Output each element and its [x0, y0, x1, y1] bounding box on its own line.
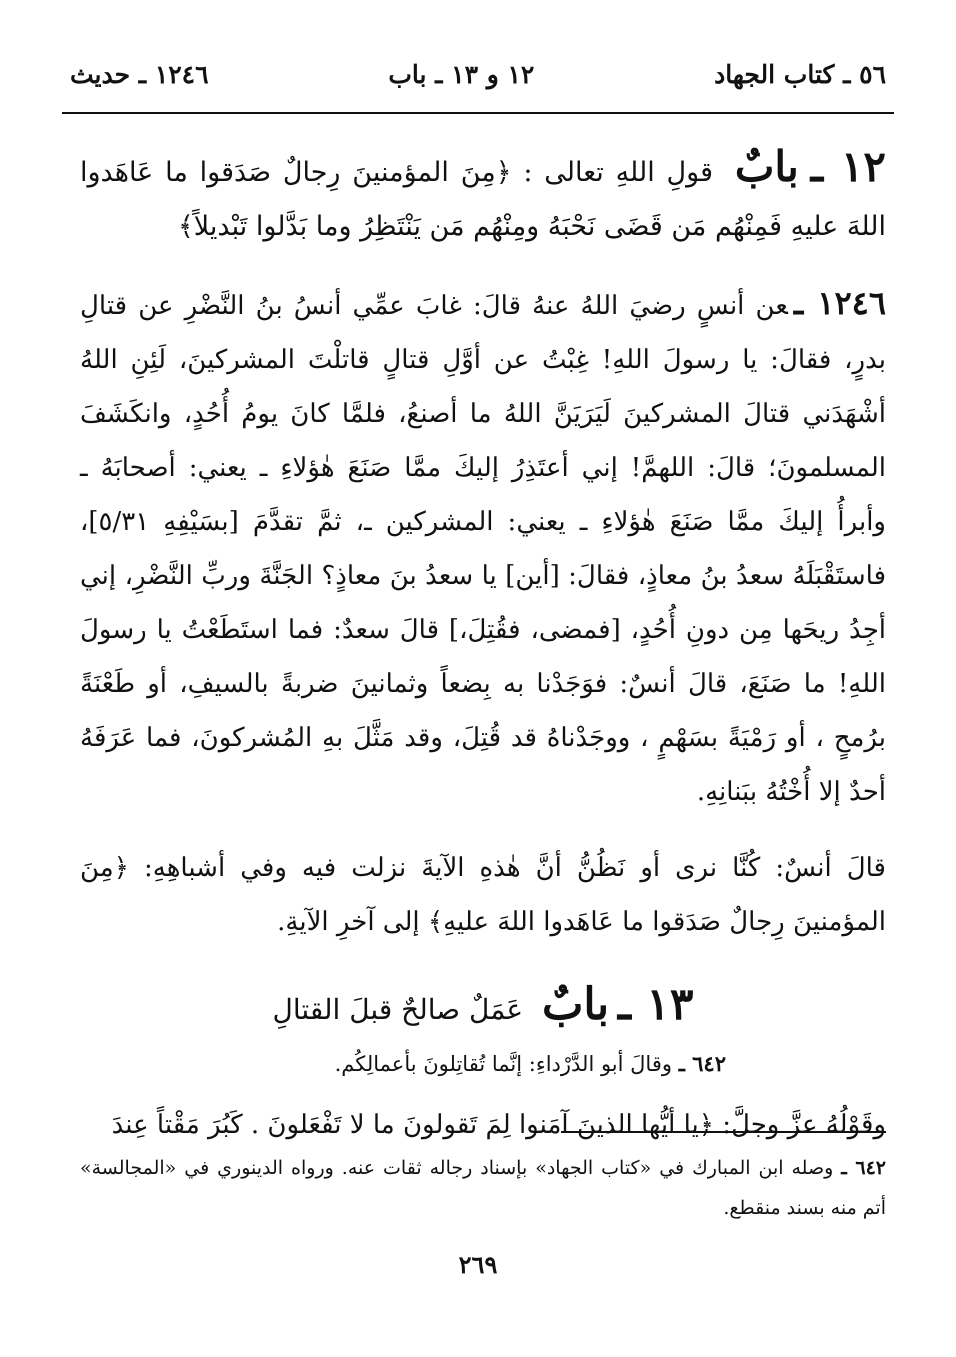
athar-number: ٦٤٢ ـ — [678, 1051, 726, 1076]
page-number: ٢٦٩ — [458, 1250, 498, 1279]
header-chapter-range: ١٢ و ١٣ ـ باب — [388, 60, 535, 89]
anas-comment: قالَ أنسٌ: كُنَّا نرى أو نَظُنُّ أنَّ هٰذهِ الآيةَ نزلت فيه وفي أشباهِهِ: ﴿مِنَ المؤمنينَ رِجالٌ صَدَقوا ما عَاهَدوا اللهَ عليهِ﴾ إلى آخرِ الآيةِ. — [80, 853, 886, 937]
chapter-12-number: ١٢ ـ — [810, 142, 886, 191]
athar-text: وقالَ أبو الدَّرْداءِ: إنَّما تُقاتِلونَ بأعمالِكُم. — [334, 1052, 672, 1076]
footnote-text: وصله ابن المبارك في «كتاب الجهاد» بإسناد رجاله ثقات عنه. ورواه الدينوري في «المجالسة» أتم منه بسند منقطع. — [80, 1157, 886, 1219]
hadith-text: عن أنسٍ رضيَ اللهُ عنهُ قالَ: غابَ عمِّي أنسُ بنُ النَّضْرِ عن قتالِ بدرٍ، فقالَ: يا رسولَ اللهِ! غِبْتُ عن أوَّلِ قتالٍ قاتلْتَ المشركينَ، لَئِنِ اللهُ أشْهَدَني قتالَ المشركينَ لَيَرَيَنَّ اللهُ ما أصنعُ، فلمَّا كانَ يومُ أُحُدٍ، وانكَشَفَ المسلمونَ؛ قالَ: اللهمَّ! إني أعتَذِرُ إليكَ ممَّا صَنَعَ هٰؤلاءِ ـ يعني: أصحابَهُ ـ وأبرأُ إليكَ ممَّا صَنَعَ هٰؤلاءِ ـ يعني: المشركين ـ، ثمَّ تقدَّمَ [بسَيْفِهِ ٥/٣١]، فاستَقْبَلَهُ سعدُ بنُ معاذٍ، فقالَ: [أين] يا سعدُ بنَ معاذٍ؟ الجَنَّةَ وربِّ النَّضْرِ، إني أجِدُ ريحَها مِن دونِ أُحُدٍ، [فمضى، فقُتِلَ،] قالَ سعدٌ: فما استَطَعْتُ يا رسولَ اللهِ! ما صَنَعَ، قالَ أنسٌ: فوَجَدْنا به بِضعاً وثمانينَ ضربةً بالسيفِ، أو طَعْنَةً برُمحٍ ، أو رَمْيَةً بسَهْمٍ ، ووجَدْناهُ قد قُتِلَ، وقد مَثَّلَ بهِ المُشركونَ، فما عَرَفَهُ أحدٌ إلا أُخْتُهُ ببَنانِهِ. — [80, 291, 886, 807]
header-book-title: ٥٦ ـ كتاب الجهاد — [714, 60, 886, 89]
chapter-13-word: بابٌ — [542, 979, 610, 1030]
footnote — [80, 1148, 886, 1228]
verse-continuation: وقَوْلُهُ عزَّ وجلَّ: ﴿يا أيُّها الذينَ آمَنوا لِمَ تَقولونَ ما لا تَفْعَلونَ . كَبُرَ مَقْتاً عِندَ — [111, 1110, 886, 1140]
chapter-12-word: بابٌ — [734, 142, 799, 191]
footnote-number: ٦٤٢ ـ — [841, 1157, 887, 1179]
chapter-12-title: قولِ اللهِ تعالى : ﴿مِنَ المؤمنينَ رِجالٌ صَدَقوا ما عَاهَدوا اللهَ عليهِ فَمِنْهُم مَن قَضَى نَحْبَهُ ومِنْهُم مَن يَنْتَظِرُ وما بَدَّلوا تَبْديلاً﴾ — [80, 157, 886, 242]
running-header — [70, 60, 886, 89]
header-hadith-number: ١٢٤٦ ـ حديث — [70, 60, 209, 89]
chapter-13-heading — [80, 975, 886, 1040]
chapter-12-heading — [80, 140, 886, 254]
header-rule — [62, 112, 894, 114]
chapter-13-title: عَمَلٌ صالحٌ قبلَ القتالِ — [272, 993, 524, 1026]
page-body — [80, 140, 886, 1152]
athar-642 — [80, 1044, 726, 1084]
footnote-rule — [561, 1131, 886, 1133]
chapter-13-number: ١٣ ـ — [617, 979, 694, 1030]
hadith-number: ١٢٤٦ ـ — [793, 284, 887, 322]
hadith-1246 — [80, 276, 886, 819]
